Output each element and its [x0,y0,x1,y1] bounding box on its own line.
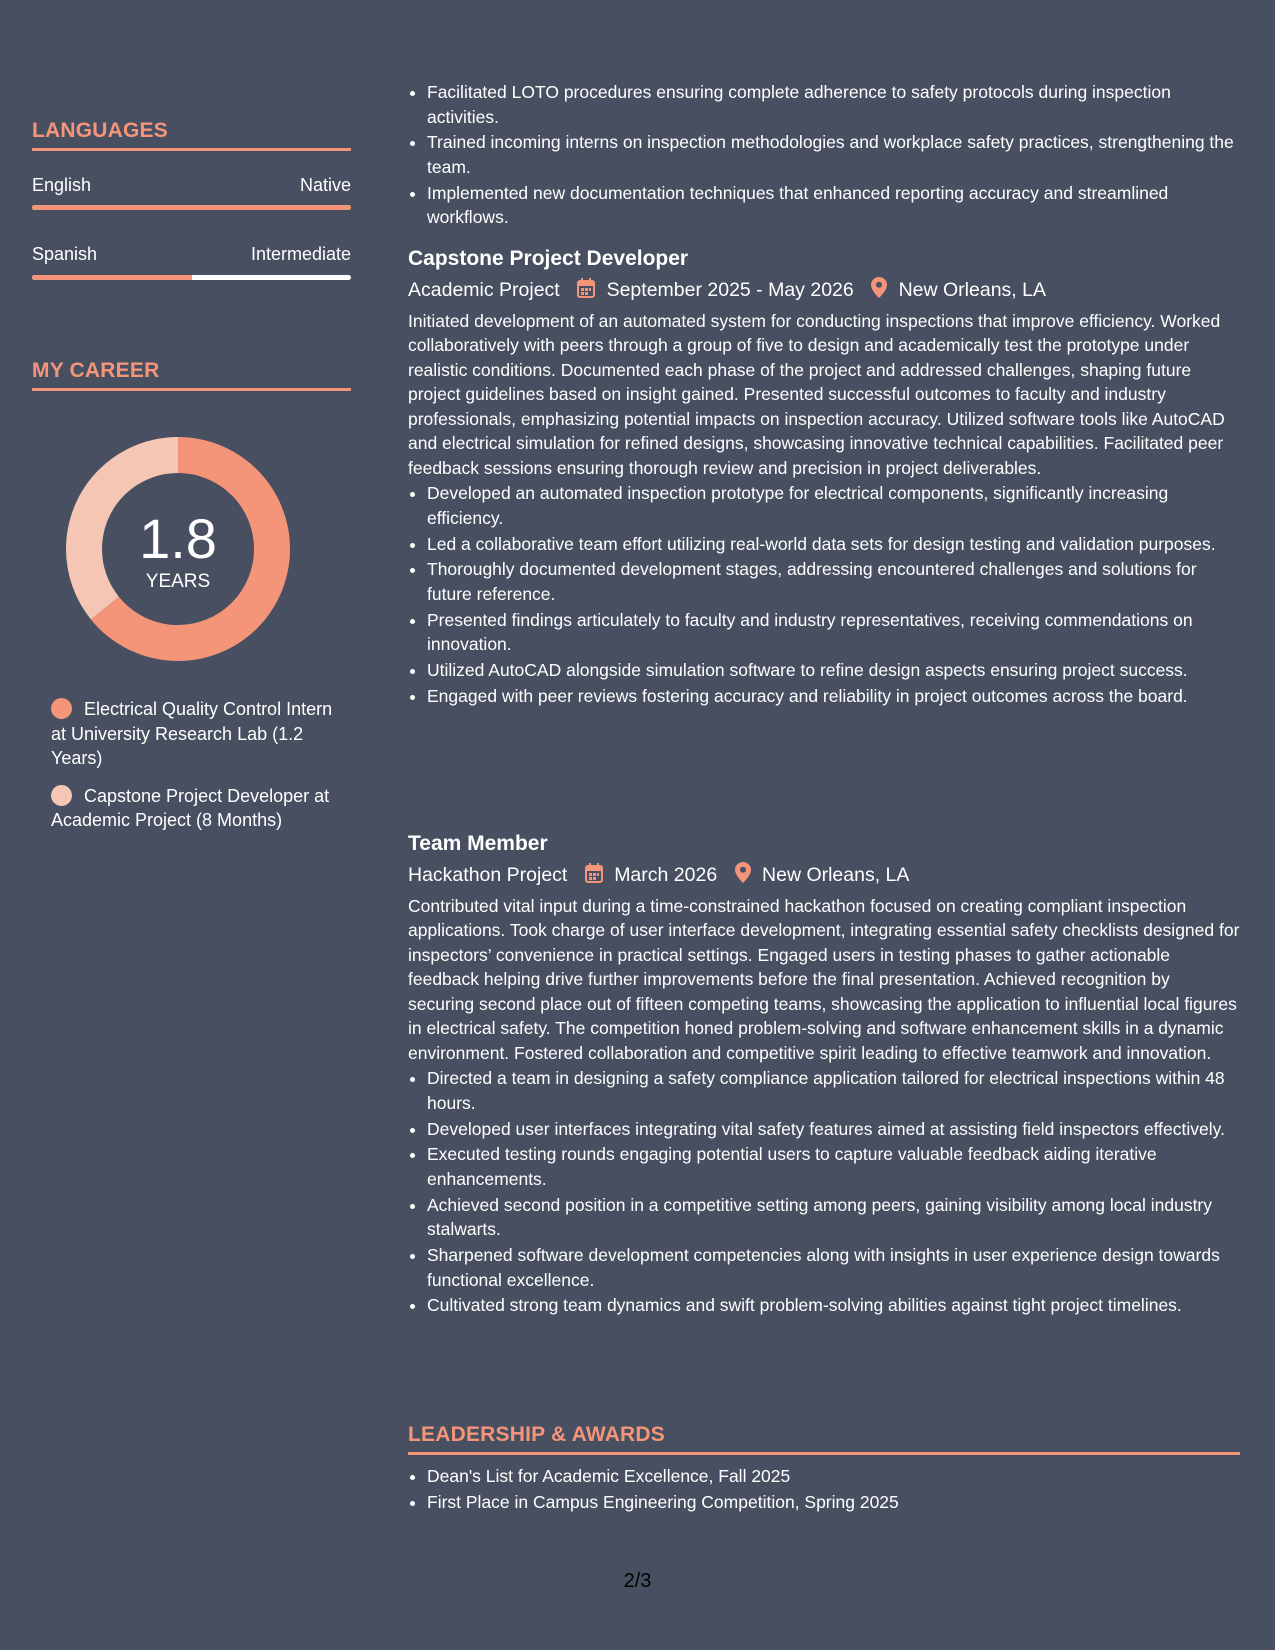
language-name: Spanish [32,244,98,264]
job-org: Academic Project [408,278,560,301]
bullet-list [408,481,1240,708]
bullet-item: • Developed user interfaces integrating vital safety features aimed at assisting field inspectors effectively. [427,1117,1240,1142]
legend-label: Capstone Project Developer at Academic Project (8 Months) [51,785,330,830]
job-title: Team Member [408,832,548,855]
leadership-section [408,1422,1240,1516]
bullet-item: • Engaged with peer reviews fostering accuracy and reliability in project outcomes across the board. [427,684,1240,709]
award-item: • First Place in Campus Engineering Competition, Spring 2025 [427,1490,1240,1515]
bullet-item: • Cultivated strong team dynamics and swift problem-solving abilities against tight project timelines. [427,1293,1240,1318]
bullet-item: • Trained incoming interns on inspection methodologies and workplace safety practices, strengthening the team. [427,130,1240,179]
language-proficiency-fill [32,205,351,210]
bullet-item: • Thoroughly documented development stages, addressing encountered challenges and solutions for future reference. [427,557,1240,606]
bullet-item: • Directed a team in designing a safety compliance application tailored for electrical inspections within 48 hours. [427,1066,1240,1115]
career-legend-item [51,784,341,833]
career-legend-item [51,697,341,771]
languages-heading: LANGUAGES [32,118,351,151]
bullet-item: • Facilitated LOTO procedures ensuring complete adherence to safety protocols during inspection activities. [427,80,1240,129]
bullet-list [408,1066,1240,1317]
page-number: 2/3 [623,1570,652,1592]
job-location: New Orleans, LA [898,278,1046,301]
bullet-list [408,1464,1240,1514]
career-donut-chart [66,437,290,661]
bullet-item: • Executed testing rounds engaging potential users to capture valuable feedback aiding iterative enhancements. [427,1142,1240,1191]
bullet-list [408,80,1240,230]
previous-job-bullets [408,80,1240,231]
leadership-heading: LEADERSHIP & AWARDS [408,1422,1240,1455]
job-location: New Orleans, LA [762,863,910,886]
legend-color-dot [51,785,72,806]
language-proficiency-fill [32,275,192,280]
job-org: Hackathon Project [408,863,568,886]
job-title: Capstone Project Developer [408,247,689,270]
calendar-icon [585,863,603,883]
job-dates: March 2026 [614,863,718,886]
bullet-item: • Sharpened software development competencies along with insights in user experience design towards functional excellence. [427,1243,1240,1292]
column-divider [382,1600,383,1650]
bullet-item: • Presented findings articulately to faculty and industry representatives, receiving commendations on innovation. [427,608,1240,657]
job-description: Contributed vital input during a time-constrained hackathon focused on creating compliant inspection applications. Took charge of user interface development, integrating essential safety checklists designed for inspectors’ convenience in practical settings. Engaged users in testing phases to gather actionable feedback helping drive further improvements before the final presentation. Achieved recognition by securing second place out of fifteen competing teams, showcasing the application to influential local figures in electrical safety. The competition honed problem-solving and software enhancement skills in a dynamic environment. Fostered collaboration and competitive spirit leading to effective teamwork and innovation. [408,895,1240,1063]
legend-color-dot [51,698,72,719]
language-name: English [32,175,92,195]
job-dates: September 2025 - May 2026 [606,278,854,301]
language-level: Intermediate [250,244,351,264]
job-description: Initiated development of an automated system for conducting inspections that improve efficiency. Worked collaboratively with peers through a group of five to design and academically test the prototype under realistic conditions. Documented each phase of the project and addressed challenges, shaping future project guidelines based on insight gained. Presented successful outcomes to faculty and industry professionals, emphasizing potential impacts on inspection accuracy. Utilized software tools like AutoCAD and electrical simulation for refined designs, showcasing innovative technical capabilities. Facilitated peer feedback sessions ensuring thorough review and precision in project deliverables. [408,310,1225,478]
job-entry-hackathon [408,831,1240,1319]
location-pin-icon [735,862,751,883]
language-proficiency-bar [32,275,351,280]
career-heading: MY CAREER [32,358,351,391]
job-meta [408,861,1240,888]
award-item: • Dean's List for Academic Excellence, Fall 2025 [427,1464,1240,1489]
language-proficiency-bar [32,205,351,210]
location-pin-icon [871,277,887,298]
job-entry-capstone [408,246,1240,710]
calendar-icon [577,278,595,298]
career-total-unit: YEARS [145,571,211,592]
language-level: Native [299,175,351,195]
career-legend [51,697,341,846]
bullet-item: • Developed an automated inspection prototype for electrical components, significantly increasing efficiency. [427,481,1240,530]
bullet-item: • Implemented new documentation techniques that enhanced reporting accuracy and streamlined workflows. [427,181,1240,230]
bullet-item: • Led a collaborative team effort utilizing real-world data sets for design testing and validation purposes. [427,532,1240,557]
bullet-item: • Achieved second position in a competitive setting among peers, gaining visibility among local industry stalwarts. [427,1193,1240,1242]
career-total-number: 1.8 [139,507,217,570]
bullet-item: • Utilized AutoCAD alongside simulation software to refine design aspects ensuring project success. [427,658,1240,683]
legend-label: Electrical Quality Control Intern at University Research Lab (1.2 Years) [51,699,333,768]
job-meta [408,276,1240,303]
